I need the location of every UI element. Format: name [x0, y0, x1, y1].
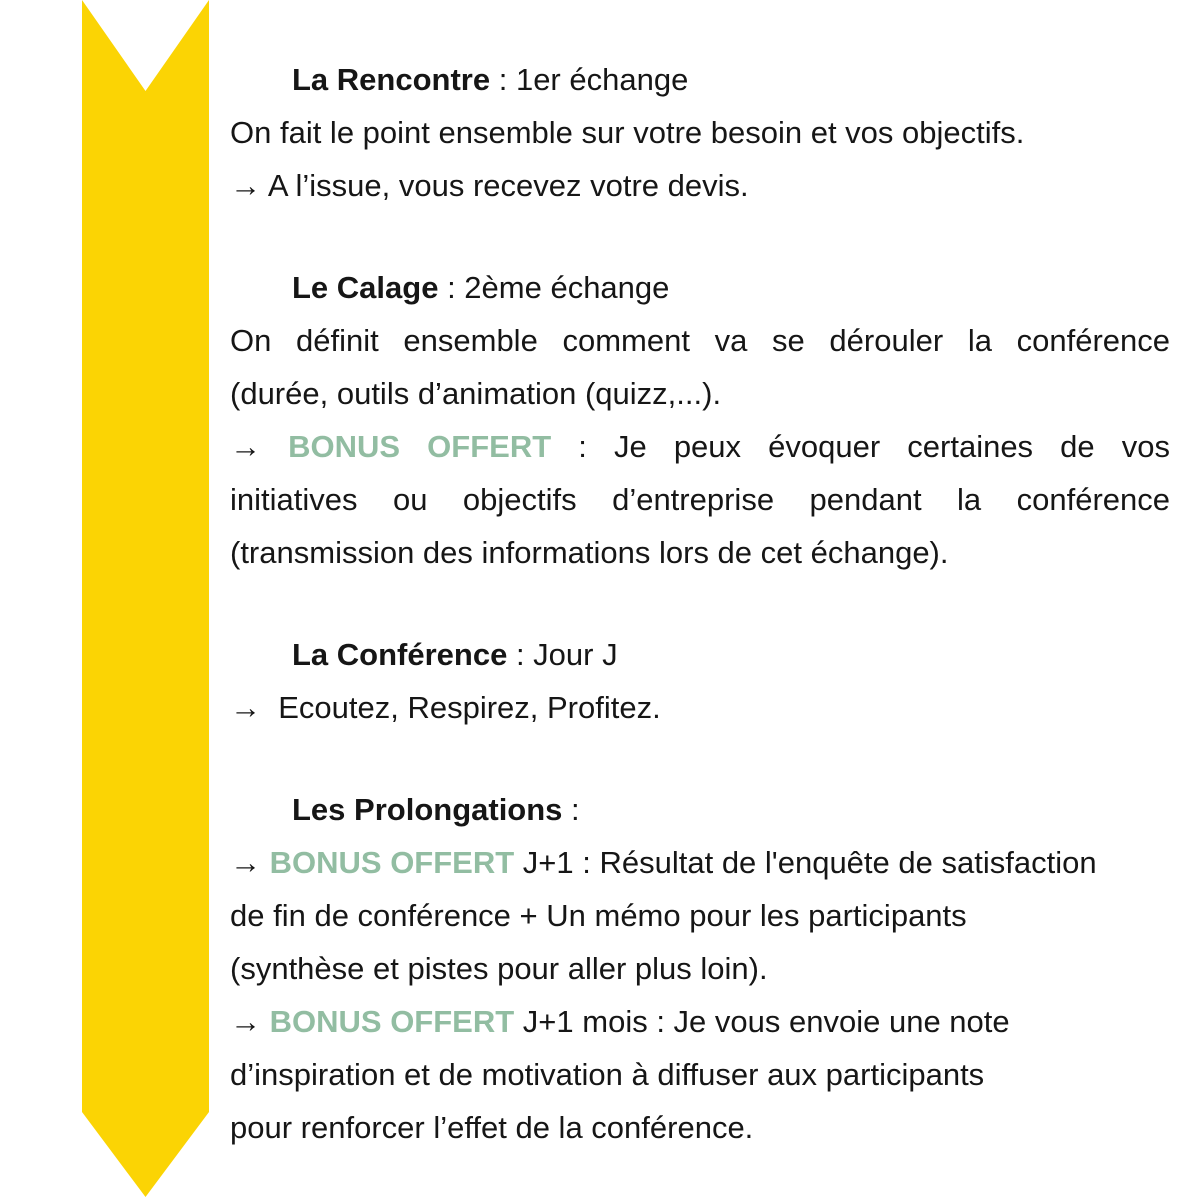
text-line: [230, 159, 1170, 212]
text-line: [230, 942, 1170, 995]
text-segment: de fin de conférence + Un mémo pour les participants: [230, 898, 967, 933]
section-conference: [230, 628, 1170, 734]
bonus-offert-label: BONUS OFFERT: [269, 1004, 515, 1039]
bonus-offert-label: BONUS OFFERT: [269, 845, 515, 880]
text-segment: : 1er échange: [490, 62, 689, 97]
text-segment: : Jour J: [507, 637, 618, 672]
text-segment: (transmission des informations lors de cet échange).: [230, 535, 949, 570]
step-title: Les Prolongations: [292, 792, 563, 827]
text-segment: (durée, outils d’animation (quizz,...).: [230, 376, 722, 411]
content: [230, 53, 1170, 1200]
text-segment: d’inspiration et de motivation à diffuser aux participants: [230, 1057, 985, 1092]
text-line: [230, 836, 1170, 889]
text-segment: → A l’issue, vous recevez votre devis.: [230, 168, 749, 203]
text-line: [230, 106, 1170, 159]
text-segment: J+1 mois : Je vous envoie une note: [514, 1004, 1010, 1039]
bonus-offert-label: BONUS OFFERT: [288, 429, 552, 464]
text-line: [230, 314, 1170, 367]
step-heading: [230, 261, 1170, 314]
text-segment: (synthèse et pistes pour aller plus loin).: [230, 951, 768, 986]
step-title: La Conférence: [292, 637, 508, 672]
step-title: Le Calage: [292, 270, 439, 305]
text-line: [230, 1101, 1170, 1154]
text-segment: : 2ème échange: [438, 270, 670, 305]
text-segment: J+1 : Résultat de l'enquête de satisfaction: [514, 845, 1097, 880]
text-segment: :: [562, 792, 580, 827]
text-segment: : Je peux évoquer certaines de vos: [551, 429, 1170, 464]
text-segment: → Ecoutez, Respirez, Profitez.: [230, 690, 661, 725]
step-heading: [230, 53, 1170, 106]
text-line: [230, 995, 1170, 1048]
section-calage: [230, 261, 1170, 579]
text-segment: pour renforcer l’effet de la conférence.: [230, 1110, 754, 1145]
text-line: [230, 367, 1170, 420]
text-segment: On fait le point ensemble sur votre besoin et vos objectifs.: [230, 115, 1025, 150]
text-segment: →: [230, 1004, 270, 1039]
text-line: [230, 889, 1170, 942]
text-segment: On définit ensemble comment va se dérouler la conférence: [230, 323, 1170, 358]
section-rencontre: [230, 53, 1170, 212]
step-title: La Rencontre: [292, 62, 491, 97]
text-line: [230, 681, 1170, 734]
step-heading: [230, 628, 1170, 681]
text-line: [230, 473, 1170, 526]
step-heading: [230, 783, 1170, 836]
text-segment: initiatives ou objectifs d’entreprise pendant la conférence: [230, 482, 1170, 517]
section-prolongations: [230, 783, 1170, 1154]
text-segment: →: [230, 429, 289, 464]
text-line: [230, 420, 1170, 473]
down-arrow-shape: [82, 0, 209, 1197]
text-segment: →: [230, 845, 270, 880]
text-line: [230, 1048, 1170, 1101]
text-line: [230, 526, 1170, 579]
